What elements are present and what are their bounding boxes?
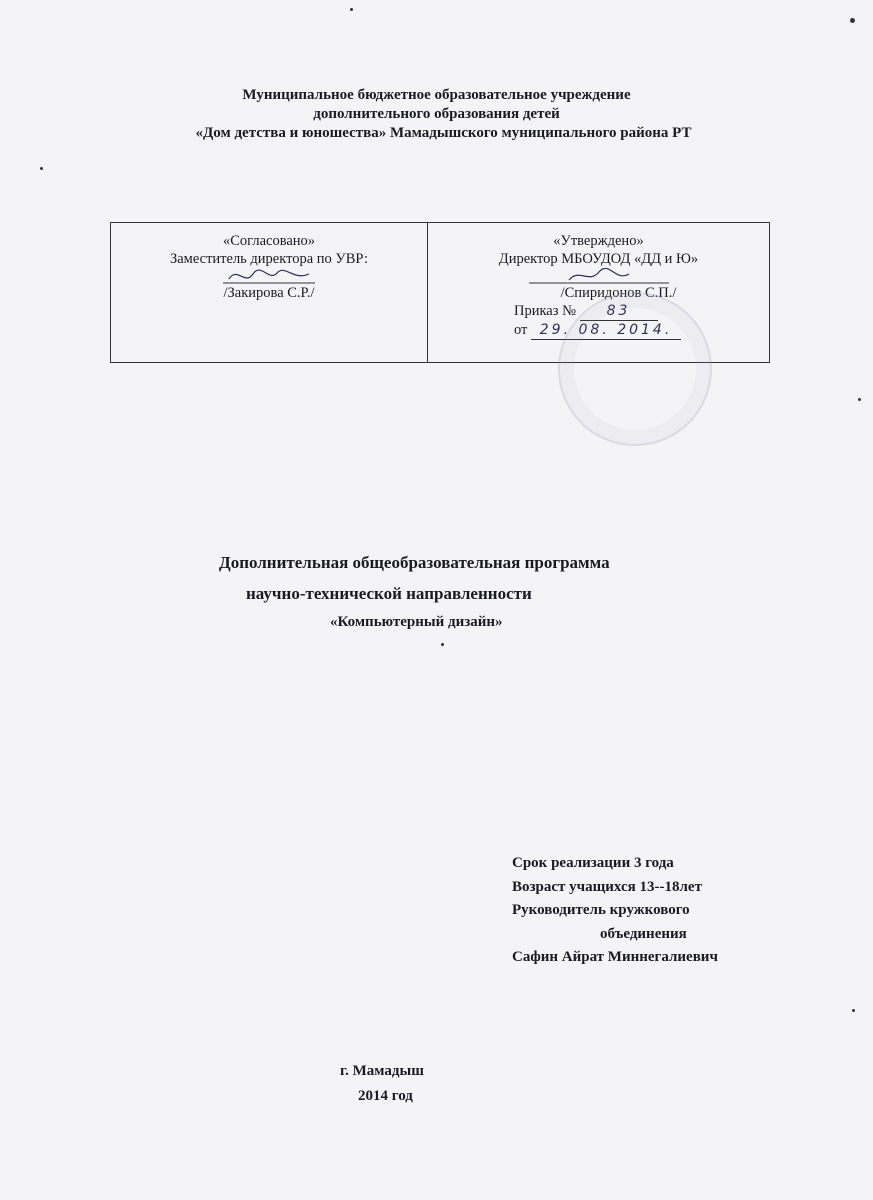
scan-speck [850,18,855,23]
agreed-title: «Согласовано» [222,233,316,249]
signature-scribble-icon [529,268,669,284]
scan-speck [40,167,43,170]
student-age: Возраст учащихся 13--18лет [512,878,702,895]
scan-speck [350,8,353,11]
scan-speck [858,398,861,401]
footer-year: 2014 год [358,1088,413,1104]
agreed-name: /Закирова С.Р./ [223,285,315,301]
approved-title: «Утверждено» [553,233,644,249]
footer-city: г. Мамадыш [340,1063,424,1079]
program-title-line-1: Дополнительная общеобразовательная программа [219,553,610,572]
leader-name: Сафин Айрат Миннегалиевич [512,949,718,965]
approved-name: /Спиридонов С.П./ [560,285,677,301]
program-info-block [512,852,718,970]
order-date-label: от [514,322,528,338]
agreed-position: Заместитель директора по УВР: [169,251,369,267]
stamp-seal [558,292,712,446]
footer [0,1059,873,1109]
order-label: Приказ № [514,303,576,319]
leader-label-1: Руководитель кружкового [512,902,690,918]
leader-label-2: объединения [600,925,687,942]
implementation-term: Срок реализации 3 года [512,855,674,871]
order-date: 29. 08. 2014. [539,322,673,338]
header-line-3: «Дом детства и юношества» Мамадышского муниципального района РТ [195,125,692,141]
approved-signature-line [428,268,769,284]
header-line-2: дополнительного образования детей [313,106,560,122]
agreed-signature-line [111,268,427,284]
program-title-line-3: «Компьютерный дизайн» [330,614,503,630]
institution-header [0,86,873,143]
scan-speck [441,643,444,646]
scan-speck [852,1009,855,1012]
program-title-line-2: научно-технической направленности [246,584,532,603]
header-line-1: Муниципальное бюджетное образовательное учреждение [242,87,631,103]
agreed-cell [111,223,428,363]
order-number: 83 [606,303,631,319]
signature-scribble-icon [223,268,315,284]
approved-position: Директор МБОУДОД «ДД и Ю» [498,251,699,267]
